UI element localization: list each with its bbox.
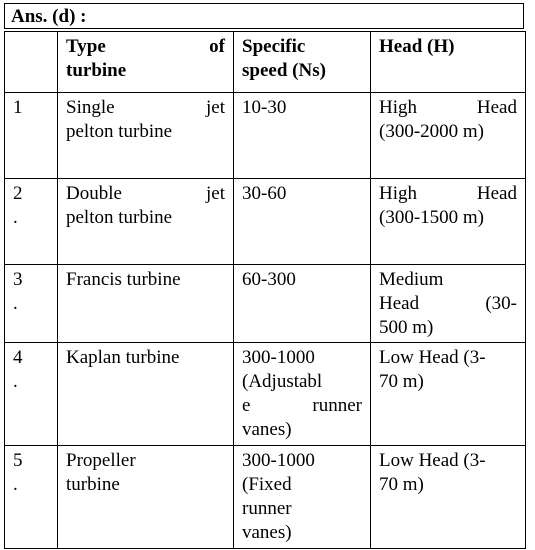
head-line-1 xyxy=(379,182,517,206)
sn-dot: . xyxy=(13,293,18,314)
sn-number: 2 xyxy=(13,183,23,204)
speed-line-b: runner xyxy=(312,395,362,416)
header-type-word-1: Type xyxy=(66,36,106,57)
speed-line: 60-300 xyxy=(242,269,296,290)
head-line-1 xyxy=(379,96,517,120)
speed-line: (Fixed xyxy=(242,474,292,495)
header-speed-line-2: speed (Ns) xyxy=(242,60,326,81)
cell-speed xyxy=(234,446,371,549)
cell-sn xyxy=(5,446,58,549)
table-body xyxy=(5,93,526,549)
table-row xyxy=(5,343,526,446)
cell-type xyxy=(58,93,234,179)
cell-speed xyxy=(234,179,371,265)
head-line-1-b: Head xyxy=(476,183,517,204)
head-line-a: Head xyxy=(379,293,420,314)
sn-number: 5 xyxy=(13,450,23,471)
head-line-1-a: High xyxy=(379,97,417,118)
type-line-2: pelton turbine xyxy=(66,121,173,142)
speed-line xyxy=(242,394,362,418)
header-sn xyxy=(5,32,58,93)
speed-line: runner xyxy=(242,498,292,519)
sn-number: 4 xyxy=(13,347,23,368)
header-row xyxy=(5,32,526,93)
type-line-1 xyxy=(66,182,225,206)
cell-speed xyxy=(234,265,371,343)
type-line-1-b: jet xyxy=(206,97,225,118)
type-line-2: pelton turbine xyxy=(66,207,173,228)
cell-head xyxy=(371,343,526,446)
answer-header-box xyxy=(4,3,524,29)
type-line-1: Kaplan turbine xyxy=(66,347,180,368)
speed-line: (Adjustabl xyxy=(242,371,323,392)
head-line xyxy=(379,292,517,316)
header-head-label: Head (H) xyxy=(379,36,455,57)
head-line-1: Low Head (3- xyxy=(379,450,486,471)
cell-sn xyxy=(5,265,58,343)
speed-line: 10-30 xyxy=(242,97,287,118)
table-row xyxy=(5,446,526,549)
speed-line: 300-1000 xyxy=(242,347,315,368)
cell-speed xyxy=(234,343,371,446)
sn-number: 1 xyxy=(13,97,23,118)
cell-type xyxy=(58,265,234,343)
header-speed-line-1: Specific xyxy=(242,36,306,57)
speed-line: 300-1000 xyxy=(242,450,315,471)
head-line-1-b: Head xyxy=(476,97,517,118)
sn-dot: . xyxy=(13,474,18,495)
header-head xyxy=(371,32,526,93)
cell-sn xyxy=(5,93,58,179)
speed-line: vanes) xyxy=(242,419,292,440)
cell-type xyxy=(58,446,234,549)
head-line: 70 m) xyxy=(379,371,424,392)
cell-head xyxy=(371,446,526,549)
speed-line-a: e xyxy=(242,395,251,416)
cell-head xyxy=(371,179,526,265)
cell-sn xyxy=(5,179,58,265)
head-line: (300-1500 m) xyxy=(379,207,485,228)
head-line-b: (30- xyxy=(485,293,517,314)
head-line: (300-2000 m) xyxy=(379,121,485,142)
type-line-1 xyxy=(66,96,225,120)
type-line-1-a: Double xyxy=(66,183,122,204)
cell-sn xyxy=(5,343,58,446)
header-type-word-2: of xyxy=(209,36,225,57)
type-line-1-a: Single xyxy=(66,97,115,118)
head-line-1-a: High xyxy=(379,183,417,204)
answer-label: Ans. (d) : xyxy=(11,6,87,27)
table-row xyxy=(5,93,526,179)
cell-head xyxy=(371,265,526,343)
header-type xyxy=(58,32,234,93)
sn-dot: . xyxy=(13,207,18,228)
table-row xyxy=(5,179,526,265)
speed-line: vanes) xyxy=(242,522,292,543)
head-line-1: Medium xyxy=(379,269,444,290)
head-line: 70 m) xyxy=(379,474,424,495)
head-line: 500 m) xyxy=(379,317,434,338)
table-row xyxy=(5,265,526,343)
type-line-1-b: jet xyxy=(206,183,225,204)
cell-speed xyxy=(234,93,371,179)
cell-type xyxy=(58,343,234,446)
cell-head xyxy=(371,93,526,179)
type-line-1: Francis turbine xyxy=(66,269,181,290)
type-line-2: turbine xyxy=(66,474,120,495)
sn-dot: . xyxy=(13,371,18,392)
speed-line: 30-60 xyxy=(242,183,287,204)
header-speed xyxy=(234,32,371,93)
turbine-table xyxy=(4,31,526,549)
cell-type xyxy=(58,179,234,265)
sn-number: 3 xyxy=(13,269,23,290)
head-line-1: Low Head (3- xyxy=(379,347,486,368)
type-line-1: Propeller xyxy=(66,450,136,471)
header-type-line-2: turbine xyxy=(66,60,127,81)
